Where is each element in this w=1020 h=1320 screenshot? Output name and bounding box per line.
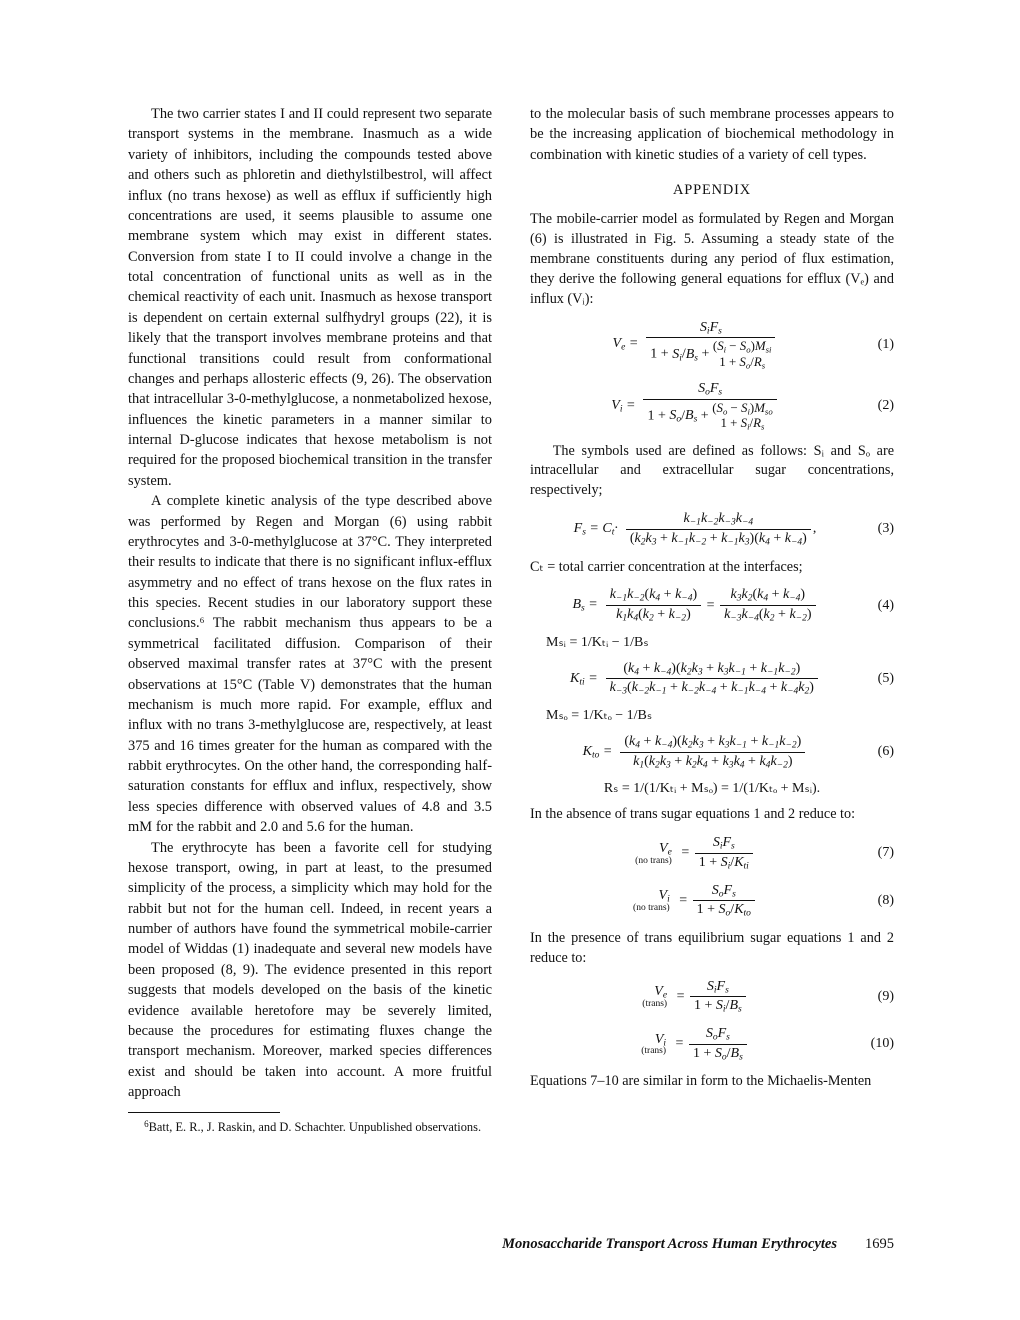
equation-8: $V_i$ (no trans) = $\frac{S_oF_s}{1 + S_o/K_{to}}$ (8) [633,882,894,919]
right-column [530,104,894,1136]
no-trans-intro: In the absence of trans sugar equations 1 and 2 reduce to: [530,806,856,823]
equation-10: $V_i$ (trans) = $\frac{S_oF_s}{1 + S_o/B_s}$ (10) [641,1025,894,1063]
closing-text: Equations 7–10 are similar in form to the Michaelis-Menten [530,1073,872,1090]
equation-1: $V_e$ = $S_iF_s$ $1 + S_i/B_s$ + $(S_i - S_o)M_{si}$ $1 + S_o/R_s$ (1) [612,319,894,371]
page-number: 1695 [865,1236,894,1252]
equation-number: (9) [877,988,894,1004]
running-title: Monosaccharide Transport Across Human Erythrocytes [502,1236,837,1252]
equation-number: (3) [877,521,894,537]
equation-number: (2) [877,398,894,414]
equation-5: $K_{ti}$ = $\frac{(k_4 + k_{-4})(k_2k_3 + k_3k_{-1} + k_{-1}k_{-2})}{k_{-3}(k_{-2}k_{-1} + k_{-2}k_{-4} + k_{-1}k_{-4} + k_{-4}k_2)}$ (5) [570,660,894,697]
equation-number: (5) [877,670,894,686]
paragraph-continuation: to the molecular basis of such membrane processes appears to be the increasing application of biochemical methodology in combination with kinetic studies of a variety of cell types. [530,106,894,163]
footnote-divider [128,1112,280,1113]
page-footer [128,1236,894,1253]
symbols-definition: The symbols used are defined as follows: Sᵢ and Sₒ are intracellular and extracellular sugar concentrations, respectively; [530,442,894,499]
footnote-marker: 6 [144,1119,149,1130]
footnote [128,1118,492,1136]
equation-number: (7) [877,845,894,861]
appendix-intro: The mobile-carrier model as formulated by Regen and Morgan (6) is illustrated in Fig. 5. Assuming a steady state of the membrane constituents during any period of flux estimation, they derive the following general equations for efflux (Vₑ) and influx (Vᵢ): [530,211,894,307]
equation-6: $K_{to}$ = $\frac{(k_4 + k_{-4})(k_2k_3 + k_3k_{-1} + k_{-1}k_{-2})}{k_1(k_2k_3 + k_2k_4 + k_3k_4 + k_4k_{-2})}$ (6) [582,734,894,771]
paragraph: A complete kinetic analysis of the type described above was performed by Regen and Morgan (6) using rabbit erythrocytes and 3-0-methylglucose at 37°C. They interpreted their results to indicate that there is no significant influx-efflux asymmetry and no effect of trans hexose on the flux rates in this species. Recent studies in our laboratory support these conclusions.⁶ The rabbit mechanism thus appears to be a symmetrical facilitated diffusion. Comparison of their observed maximal transfer rates at 37°C with the present observations at 15°C (Table V) demonstrates that the human mechanism is much more rapid. For example, efflux and influx with no trans 3-methylglucose are, respectively, at least 375 and 16 times greater for the human as compared with the rabbit erythrocytes. On the other hand, the corresponding half-saturation constants for efflux and influx, respectively, show less species difference with observed values of 4.8 and 3.5 mM for the rabbit and 2.0 and 5.6 for the human. [128,493,492,836]
equation-4: $B_s$ = $\frac{k_{-1}k_{-2}(k_4 + k_{-4})}{k_1k_4(k_2 + k_{-2})}$ = $\frac{k_3k_2(k_4 + k_{-4})}{k_{-3}k_{-4}(k_2 + k_{-2})}$ (4) [572,587,894,624]
trans-label: (trans) [641,1046,667,1057]
no-trans-label: (no trans) [633,902,670,913]
paragraph: The two carrier states I and II could represent two separate transport systems in the membrane. Inasmuch as a wide variety of inhibitors, including the compounds tested above and others such as phloretin and diethylstilbestrol, will affect influx (no trans hexose) as well as efflux if sufficiently high concentrations are used, it seems plausible to assume one membrane system which may exist in different states. Conversion from state I to II could involve a change in the total concentration of functional units as well as in the chemical reactivity of each unit. Inasmuch as hexose transport is dependent on certain external sulfhydryl groups (22), it is likely that the transport involves membrane proteins and that functional transitions could result from conformational changes and perhaps allosteric effects (9, 26). The observation that intracellular 3-0-methylglucose, a nonmetabolized hexose, influences the kinetic parameters in a manner similar to internal D-glucose indicates that hexose metabolism is not required for the proposed biochemical transition in the transfer system. [128,106,492,489]
equation-number: (10) [870,1036,894,1052]
equation-rs: Rₛ = 1/(1/Kₜᵢ + Mₛₒ) = 1/(1/Kₜₒ + Mₛᵢ). [603,781,821,797]
carrier-concentration-definition: Cₜ = total carrier concentration at the interfaces; [530,558,803,575]
appendix-heading: APPENDIX [672,182,752,199]
equation-msi: Mₛᵢ = 1/Kₜᵢ − 1/Bₛ [546,634,649,650]
two-column-body [128,104,894,1136]
equation-mso: Mₛₒ = 1/Kₜₒ − 1/Bₛ [546,708,653,723]
equation-9: $V_e$ (trans) = $\frac{S_iF_s}{1 + S_i/B_s}$ (9) [642,978,894,1015]
equation-number: (4) [877,597,894,613]
equation-number: (8) [877,892,894,908]
equation-3: $F_s = C_t\cdot$ $\frac{k_{-1}k_{-2}k_{-3}k_{-4}}{(k_2k_3 + k_{-1}k_{-2} + k_{-1}k_3)(k_4 + k_{-4})}$ , (3) [573,511,894,548]
equation-2: $V_i$ = $S_oF_s$ $1 + S_o/B_s$ + $(S_o - S_i)M_{so}$ $1 + S_i/R_s$ (2) [611,381,894,432]
left-column [128,104,492,1136]
equation-number: (1) [877,336,894,352]
equation-number: (6) [877,744,894,760]
paragraph: The erythrocyte has been a favorite cell for studying hexose transport, owing, in part at least, to the presumed simplicity of the process, a simplicity which may hold for the rabbit but not for the human cell. Indeed, in recent years a number of authors have found the symmetrical mobile-carrier model of Widdas (1) inadequate and several new models have been proposed (8, 9). The evidence presented in this report suggests that models developed on the basis of the kinetic evidence available heretofore may be severely limited, because the procedures for estimating fluxes change the transport mechanism. Moreover, marked species differences exist and should be taken into account. A more fruitful approach [128,839,492,1100]
footnote-text: Batt, E. R., J. Raskin, and D. Schachter. Unpublished observations. [148,1120,482,1135]
equation-7: $V_e$ (no trans) = $\frac{S_iF_s}{1 + S_i/K_{ti}}$ (7) [635,835,894,872]
no-trans-label: (no trans) [635,855,672,866]
trans-label: (trans) [642,999,668,1010]
trans-intro: In the presence of trans equilibrium sugar equations 1 and 2 reduce to: [530,929,894,966]
